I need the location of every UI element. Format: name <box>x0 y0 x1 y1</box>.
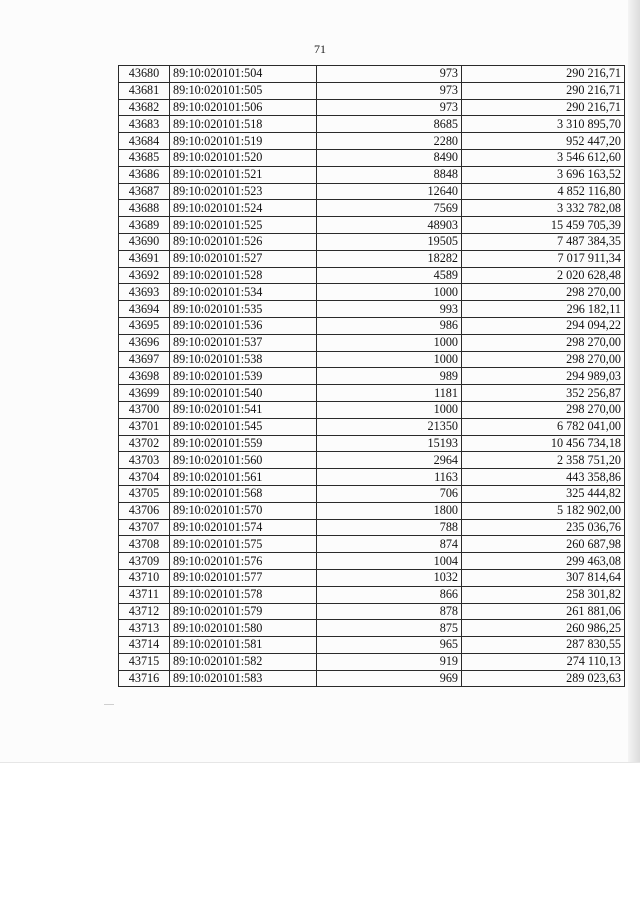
table-row <box>119 133 625 150</box>
row-number-cell: 43715 <box>119 653 170 670</box>
cadastral-number-cell: 89:10:020101:523 <box>170 183 317 200</box>
area-cell: 866 <box>317 586 462 603</box>
cadastral-number-cell: 89:10:020101:575 <box>170 536 317 553</box>
area-cell: 2280 <box>317 133 462 150</box>
row-number-cell: 43716 <box>119 670 170 687</box>
area-cell: 993 <box>317 301 462 318</box>
row-number-cell: 43687 <box>119 183 170 200</box>
area-cell: 8848 <box>317 166 462 183</box>
cadastral-value-cell: 15 459 705,39 <box>462 217 625 234</box>
cadastral-number-cell: 89:10:020101:527 <box>170 250 317 267</box>
row-number-cell: 43682 <box>119 99 170 116</box>
table-row <box>119 351 625 368</box>
table-row <box>119 553 625 570</box>
cadastral-number-cell: 89:10:020101:580 <box>170 620 317 637</box>
row-number-cell: 43714 <box>119 637 170 654</box>
area-cell: 15193 <box>317 435 462 452</box>
table-row <box>119 149 625 166</box>
area-cell: 1800 <box>317 502 462 519</box>
cadastral-value-cell: 274 110,13 <box>462 653 625 670</box>
table-row <box>119 435 625 452</box>
cadastral-value-cell: 289 023,63 <box>462 670 625 687</box>
area-cell: 2964 <box>317 452 462 469</box>
table-row <box>119 620 625 637</box>
area-cell: 965 <box>317 637 462 654</box>
cadastral-number-cell: 89:10:020101:536 <box>170 317 317 334</box>
row-number-cell: 43691 <box>119 250 170 267</box>
cadastral-number-cell: 89:10:020101:576 <box>170 553 317 570</box>
cadastral-value-cell: 298 270,00 <box>462 401 625 418</box>
cadastral-value-cell: 235 036,76 <box>462 519 625 536</box>
cadastral-value-cell: 3 310 895,70 <box>462 116 625 133</box>
cadastral-number-cell: 89:10:020101:505 <box>170 82 317 99</box>
cadastral-number-cell: 89:10:020101:579 <box>170 603 317 620</box>
area-cell: 1181 <box>317 385 462 402</box>
cadastral-value-cell: 3 332 782,08 <box>462 200 625 217</box>
row-number-cell: 43693 <box>119 284 170 301</box>
table-row <box>119 603 625 620</box>
cadastral-value-cell: 952 447,20 <box>462 133 625 150</box>
cadastral-number-cell: 89:10:020101:582 <box>170 653 317 670</box>
area-cell: 21350 <box>317 418 462 435</box>
cadastral-number-cell: 89:10:020101:541 <box>170 401 317 418</box>
row-number-cell: 43701 <box>119 418 170 435</box>
table-row <box>119 368 625 385</box>
cadastral-value-cell: 290 216,71 <box>462 66 625 83</box>
row-number-cell: 43705 <box>119 485 170 502</box>
table-row <box>119 116 625 133</box>
row-number-cell: 43699 <box>119 385 170 402</box>
cadastral-value-cell: 3 696 163,52 <box>462 166 625 183</box>
area-cell: 1000 <box>317 401 462 418</box>
cadastral-number-cell: 89:10:020101:518 <box>170 116 317 133</box>
cadastral-number-cell: 89:10:020101:520 <box>170 149 317 166</box>
area-cell: 874 <box>317 536 462 553</box>
area-cell: 8490 <box>317 149 462 166</box>
table-row <box>119 485 625 502</box>
cadastral-number-cell: 89:10:020101:568 <box>170 485 317 502</box>
cadastral-number-cell: 89:10:020101:559 <box>170 435 317 452</box>
table-row <box>119 519 625 536</box>
row-number-cell: 43712 <box>119 603 170 620</box>
row-number-cell: 43702 <box>119 435 170 452</box>
cadastral-value-cell: 10 456 734,18 <box>462 435 625 452</box>
row-number-cell: 43710 <box>119 569 170 586</box>
area-cell: 1163 <box>317 469 462 486</box>
table-row <box>119 637 625 654</box>
area-cell: 875 <box>317 620 462 637</box>
area-cell: 18282 <box>317 250 462 267</box>
row-number-cell: 43703 <box>119 452 170 469</box>
cadastral-value-cell: 261 881,06 <box>462 603 625 620</box>
scan-edge-shadow <box>628 0 640 762</box>
cadastral-value-cell: 290 216,71 <box>462 82 625 99</box>
cadastral-value-cell: 307 814,64 <box>462 569 625 586</box>
table-row <box>119 267 625 284</box>
cadastral-value-cell: 299 463,08 <box>462 553 625 570</box>
area-cell: 989 <box>317 368 462 385</box>
cadastral-value-cell: 443 358,86 <box>462 469 625 486</box>
cadastral-number-cell: 89:10:020101:504 <box>170 66 317 83</box>
cadastral-number-cell: 89:10:020101:528 <box>170 267 317 284</box>
row-number-cell: 43685 <box>119 149 170 166</box>
cadastral-value-cell: 7 487 384,35 <box>462 233 625 250</box>
row-number-cell: 43692 <box>119 267 170 284</box>
table-row <box>119 586 625 603</box>
row-number-cell: 43680 <box>119 66 170 83</box>
row-number-cell: 43698 <box>119 368 170 385</box>
table-row <box>119 284 625 301</box>
cadastral-number-cell: 89:10:020101:534 <box>170 284 317 301</box>
cadastral-number-cell: 89:10:020101:538 <box>170 351 317 368</box>
row-number-cell: 43700 <box>119 401 170 418</box>
cadastral-number-cell: 89:10:020101:535 <box>170 301 317 318</box>
cadastral-number-cell: 89:10:020101:539 <box>170 368 317 385</box>
row-number-cell: 43696 <box>119 334 170 351</box>
cadastral-value-cell: 260 687,98 <box>462 536 625 553</box>
cadastral-value-cell: 290 216,71 <box>462 99 625 116</box>
cadastral-value-cell: 294 989,03 <box>462 368 625 385</box>
row-number-cell: 43694 <box>119 301 170 318</box>
row-number-cell: 43690 <box>119 233 170 250</box>
cadastral-number-cell: 89:10:020101:574 <box>170 519 317 536</box>
row-number-cell: 43681 <box>119 82 170 99</box>
cadastral-value-cell: 4 852 116,80 <box>462 183 625 200</box>
table-row <box>119 653 625 670</box>
cadastral-number-cell: 89:10:020101:524 <box>170 200 317 217</box>
table-row <box>119 385 625 402</box>
cadastral-number-cell: 89:10:020101:521 <box>170 166 317 183</box>
cadastral-number-cell: 89:10:020101:581 <box>170 637 317 654</box>
table-row <box>119 418 625 435</box>
table-row <box>119 217 625 234</box>
cadastral-number-cell: 89:10:020101:570 <box>170 502 317 519</box>
cadastral-value-cell: 325 444,82 <box>462 485 625 502</box>
area-cell: 919 <box>317 653 462 670</box>
cadastral-value-cell: 3 546 612,60 <box>462 149 625 166</box>
area-cell: 1004 <box>317 553 462 570</box>
table-row <box>119 569 625 586</box>
row-number-cell: 43713 <box>119 620 170 637</box>
area-cell: 12640 <box>317 183 462 200</box>
cadastral-number-cell: 89:10:020101:526 <box>170 233 317 250</box>
row-number-cell: 43706 <box>119 502 170 519</box>
table-row <box>119 301 625 318</box>
cadastral-value-cell: 298 270,00 <box>462 284 625 301</box>
cadastral-value-cell: 352 256,87 <box>462 385 625 402</box>
row-number-cell: 43686 <box>119 166 170 183</box>
table-row <box>119 502 625 519</box>
row-number-cell: 43697 <box>119 351 170 368</box>
table-row <box>119 200 625 217</box>
cadastral-number-cell: 89:10:020101:540 <box>170 385 317 402</box>
cadastral-number-cell: 89:10:020101:545 <box>170 418 317 435</box>
table-row <box>119 334 625 351</box>
table-row <box>119 99 625 116</box>
row-number-cell: 43708 <box>119 536 170 553</box>
row-number-cell: 43695 <box>119 317 170 334</box>
table-row <box>119 317 625 334</box>
table-row <box>119 166 625 183</box>
row-number-cell: 43707 <box>119 519 170 536</box>
area-cell: 48903 <box>317 217 462 234</box>
cadastral-number-cell: 89:10:020101:519 <box>170 133 317 150</box>
cadastral-value-cell: 294 094,22 <box>462 317 625 334</box>
cadastral-value-cell: 7 017 911,34 <box>462 250 625 267</box>
table-row <box>119 82 625 99</box>
table-row <box>119 536 625 553</box>
cadastral-value-cell: 296 182,11 <box>462 301 625 318</box>
area-cell: 706 <box>317 485 462 502</box>
table-body <box>119 66 625 687</box>
area-cell: 1000 <box>317 334 462 351</box>
cadastral-number-cell: 89:10:020101:561 <box>170 469 317 486</box>
table-row <box>119 183 625 200</box>
row-number-cell: 43684 <box>119 133 170 150</box>
area-cell: 973 <box>317 82 462 99</box>
row-number-cell: 43683 <box>119 116 170 133</box>
table-row <box>119 233 625 250</box>
area-cell: 1032 <box>317 569 462 586</box>
cadastral-value-cell: 258 301,82 <box>462 586 625 603</box>
page-number: 71 <box>314 42 326 56</box>
cadastral-value-cell: 5 182 902,00 <box>462 502 625 519</box>
row-number-cell: 43704 <box>119 469 170 486</box>
table-row <box>119 670 625 687</box>
cadastral-value-cell: 2 020 628,48 <box>462 267 625 284</box>
cadastral-number-cell: 89:10:020101:578 <box>170 586 317 603</box>
area-cell: 1000 <box>317 351 462 368</box>
area-cell: 973 <box>317 99 462 116</box>
cadastral-number-cell: 89:10:020101:537 <box>170 334 317 351</box>
area-cell: 969 <box>317 670 462 687</box>
cadastral-value-cell: 287 830,55 <box>462 637 625 654</box>
cadastral-number-cell: 89:10:020101:583 <box>170 670 317 687</box>
cadastral-value-cell: 260 986,25 <box>462 620 625 637</box>
area-cell: 7569 <box>317 200 462 217</box>
table-row <box>119 401 625 418</box>
row-number-cell: 43689 <box>119 217 170 234</box>
table-row <box>119 452 625 469</box>
area-cell: 19505 <box>317 233 462 250</box>
area-cell: 986 <box>317 317 462 334</box>
area-cell: 878 <box>317 603 462 620</box>
area-cell: 4589 <box>317 267 462 284</box>
cadastral-value-cell: 2 358 751,20 <box>462 452 625 469</box>
cadastral-number-cell: 89:10:020101:560 <box>170 452 317 469</box>
cadastral-number-cell: 89:10:020101:506 <box>170 99 317 116</box>
cadastral-value-cell: 6 782 041,00 <box>462 418 625 435</box>
cadastral-value-cell: 298 270,00 <box>462 351 625 368</box>
table-row <box>119 250 625 267</box>
row-number-cell: 43709 <box>119 553 170 570</box>
area-cell: 8685 <box>317 116 462 133</box>
area-cell: 973 <box>317 66 462 83</box>
cadastral-value-cell: 298 270,00 <box>462 334 625 351</box>
row-number-cell: 43688 <box>119 200 170 217</box>
table-row <box>119 66 625 83</box>
row-number-cell: 43711 <box>119 586 170 603</box>
table-row <box>119 469 625 486</box>
cadastral-number-cell: 89:10:020101:577 <box>170 569 317 586</box>
area-cell: 1000 <box>317 284 462 301</box>
scan-mark <box>104 704 114 705</box>
cadastral-number-cell: 89:10:020101:525 <box>170 217 317 234</box>
cadastral-value-table <box>118 65 625 687</box>
area-cell: 788 <box>317 519 462 536</box>
